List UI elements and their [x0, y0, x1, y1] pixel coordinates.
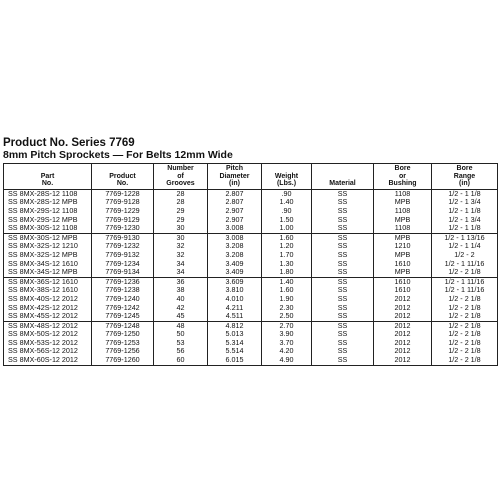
- cell-bore-range: 1/2 - 1 1/8: [432, 189, 498, 198]
- cell-part-no: SS 8MX-40S-12 2012: [4, 295, 92, 304]
- cell-bore-range: 1/2 - 2 1/8: [432, 347, 498, 356]
- cell-weight: 1.30: [262, 260, 312, 269]
- cell-grooves: 45: [154, 312, 208, 321]
- table-header: [4, 164, 498, 190]
- cell-material: SS: [312, 251, 374, 260]
- cell-bore-range: 1/2 - 1 11/16: [432, 277, 498, 286]
- cell-material: SS: [312, 330, 374, 339]
- cell-grooves: 30: [154, 224, 208, 233]
- header-line: Bore: [394, 165, 411, 172]
- cell-weight: .90: [262, 207, 312, 216]
- cell-bore-range: 1/2 - 2 1/8: [432, 304, 498, 313]
- cell-product-no: 7769-1228: [92, 189, 154, 198]
- table-row: [4, 356, 498, 365]
- cell-pitch-diameter: 4.211: [208, 304, 262, 313]
- cell-weight: 4.20: [262, 347, 312, 356]
- cell-bore: 2012: [374, 295, 432, 304]
- cell-bore: 2012: [374, 312, 432, 321]
- cell-material: SS: [312, 189, 374, 198]
- cell-weight: 1.60: [262, 286, 312, 295]
- table-body: [4, 189, 498, 365]
- table-row: [4, 198, 498, 207]
- cell-material: SS: [312, 347, 374, 356]
- cell-bore-range: 1/2 - 1 1/8: [432, 207, 498, 216]
- series-subtitle: 8mm Pitch Sprockets — For Belts 12mm Wide: [3, 149, 233, 161]
- cell-bore-range: 1/2 - 2 1/8: [432, 268, 498, 277]
- table-row: [4, 224, 498, 233]
- cell-pitch-diameter: 4.812: [208, 321, 262, 330]
- cell-grooves: 29: [154, 216, 208, 225]
- cell-part-no: SS 8MX-29S-12 1108: [4, 207, 92, 216]
- cell-pitch-diameter: 3.208: [208, 251, 262, 260]
- cell-material: SS: [312, 286, 374, 295]
- header-line: (in): [229, 180, 240, 188]
- cell-part-no: SS 8MX-30S-12 MPB: [4, 233, 92, 242]
- cell-weight: 3.90: [262, 330, 312, 339]
- cell-bore-range: 1/2 - 2 1/8: [432, 312, 498, 321]
- cell-product-no: 7769-1238: [92, 286, 154, 295]
- cell-bore: 2012: [374, 347, 432, 356]
- cell-bore-range: 1/2 - 1 1/8: [432, 224, 498, 233]
- cell-grooves: 28: [154, 189, 208, 198]
- cell-material: SS: [312, 260, 374, 269]
- cell-bore: MPB: [374, 251, 432, 260]
- cell-bore: 2012: [374, 339, 432, 348]
- cell-grooves: 38: [154, 286, 208, 295]
- header-line: Part: [40, 172, 55, 180]
- cell-bore: 2012: [374, 321, 432, 330]
- cell-product-no: 7769-1236: [92, 277, 154, 286]
- cell-weight: 1.70: [262, 251, 312, 260]
- cell-part-no: SS 8MX-50S-12 2012: [4, 330, 92, 339]
- cell-bore: 1108: [374, 207, 432, 216]
- cell-pitch-diameter: 3.208: [208, 242, 262, 251]
- cell-product-no: 7769-1245: [92, 312, 154, 321]
- cell-bore: 1210: [374, 242, 432, 251]
- cell-bore-range: 1/2 - 1 1/4: [432, 242, 498, 251]
- cell-material: SS: [312, 242, 374, 251]
- cell-pitch-diameter: 6.015: [208, 356, 262, 365]
- cell-product-no: 7769-1248: [92, 321, 154, 330]
- cell-product-no: 7769-1250: [92, 330, 154, 339]
- cell-part-no: SS 8MX-60S-12 2012: [4, 356, 92, 365]
- cell-material: SS: [312, 207, 374, 216]
- cell-grooves: 50: [154, 330, 208, 339]
- cell-pitch-diameter: 3.810: [208, 286, 262, 295]
- cell-part-no: SS 8MX-42S-12 2012: [4, 304, 92, 313]
- cell-part-no: SS 8MX-34S-12 1610: [4, 260, 92, 269]
- cell-weight: 2.50: [262, 312, 312, 321]
- cell-grooves: 34: [154, 268, 208, 277]
- cell-pitch-diameter: 4.511: [208, 312, 262, 321]
- cell-product-no: 7769-1253: [92, 339, 154, 348]
- cell-bore-range: 1/2 - 1 13/16: [432, 233, 498, 242]
- cell-part-no: SS 8MX-36S-12 1610: [4, 277, 92, 286]
- cell-product-no: 7769-1240: [92, 295, 154, 304]
- cell-material: SS: [312, 339, 374, 348]
- cell-material: SS: [312, 304, 374, 313]
- header-pitch-diameter: [208, 164, 262, 190]
- cell-weight: 1.90: [262, 295, 312, 304]
- sprocket-spec-table: [3, 163, 498, 366]
- cell-part-no: SS 8MX-34S-12 MPB: [4, 268, 92, 277]
- cell-product-no: 7769-9129: [92, 216, 154, 225]
- cell-material: SS: [312, 277, 374, 286]
- cell-material: SS: [312, 268, 374, 277]
- cell-product-no: 7769-1232: [92, 242, 154, 251]
- header-product-no: [92, 164, 154, 190]
- cell-pitch-diameter: 3.008: [208, 233, 262, 242]
- header-line: Product: [109, 172, 136, 180]
- cell-bore: MPB: [374, 198, 432, 207]
- cell-part-no: SS 8MX-48S-12 2012: [4, 321, 92, 330]
- cell-weight: 4.90: [262, 356, 312, 365]
- cell-weight: 1.60: [262, 233, 312, 242]
- cell-product-no: 7769-1229: [92, 207, 154, 216]
- cell-weight: 3.70: [262, 339, 312, 348]
- cell-grooves: 32: [154, 251, 208, 260]
- header-line: or: [399, 172, 406, 180]
- cell-grooves: 56: [154, 347, 208, 356]
- cell-pitch-diameter: 5.314: [208, 339, 262, 348]
- cell-grooves: 32: [154, 242, 208, 251]
- cell-pitch-diameter: 2.907: [208, 216, 262, 225]
- cell-grooves: 48: [154, 321, 208, 330]
- cell-product-no: 7769-1256: [92, 347, 154, 356]
- cell-weight: 1.40: [262, 198, 312, 207]
- cell-product-no: 7769-9132: [92, 251, 154, 260]
- cell-material: SS: [312, 312, 374, 321]
- cell-bore-range: 1/2 - 2 1/8: [432, 356, 498, 365]
- table-row: [4, 268, 498, 277]
- cell-pitch-diameter: 3.609: [208, 277, 262, 286]
- cell-grooves: 34: [154, 260, 208, 269]
- cell-bore-range: 1/2 - 2: [432, 251, 498, 260]
- cell-bore: MPB: [374, 216, 432, 225]
- cell-grooves: 36: [154, 277, 208, 286]
- cell-weight: 1.40: [262, 277, 312, 286]
- header-line: No.: [41, 180, 54, 188]
- cell-pitch-diameter: 2.907: [208, 207, 262, 216]
- cell-material: SS: [312, 356, 374, 365]
- cell-pitch-diameter: 2.807: [208, 189, 262, 198]
- cell-part-no: SS 8MX-29S-12 MPB: [4, 216, 92, 225]
- header-line: (Lbs.): [276, 180, 297, 188]
- header-bore-bushing: [374, 164, 432, 190]
- cell-part-no: SS 8MX-53S-12 2012: [4, 339, 92, 348]
- header-line: No.: [116, 180, 129, 188]
- header-line: Bushing: [388, 180, 417, 188]
- cell-weight: 1.80: [262, 268, 312, 277]
- cell-bore: 2012: [374, 304, 432, 313]
- product-document: [3, 137, 497, 366]
- header-line: Weight: [274, 172, 299, 180]
- cell-product-no: 7769-1260: [92, 356, 154, 365]
- header-line: Bore: [456, 165, 473, 172]
- cell-bore: MPB: [374, 268, 432, 277]
- cell-product-no: 7769-1230: [92, 224, 154, 233]
- cell-part-no: SS 8MX-45S-12 2012: [4, 312, 92, 321]
- header-bore-range: [432, 164, 498, 190]
- cell-grooves: 60: [154, 356, 208, 365]
- cell-bore-range: 1/2 - 2 1/8: [432, 339, 498, 348]
- cell-material: SS: [312, 198, 374, 207]
- cell-part-no: SS 8MX-30S-12 1108: [4, 224, 92, 233]
- table-row: [4, 312, 498, 321]
- header-line: Material: [329, 180, 356, 188]
- cell-material: SS: [312, 321, 374, 330]
- cell-bore-range: 1/2 - 2 1/8: [432, 321, 498, 330]
- cell-weight: 1.50: [262, 216, 312, 225]
- cell-bore: MPB: [374, 233, 432, 242]
- cell-weight: .90: [262, 189, 312, 198]
- cell-product-no: 7769-9128: [92, 198, 154, 207]
- cell-pitch-diameter: 3.409: [208, 268, 262, 277]
- cell-bore: 1108: [374, 189, 432, 198]
- cell-material: SS: [312, 216, 374, 225]
- cell-grooves: 42: [154, 304, 208, 313]
- header-line: (in): [459, 180, 470, 188]
- cell-product-no: 7769-9134: [92, 268, 154, 277]
- cell-material: SS: [312, 224, 374, 233]
- table-row: [4, 216, 498, 225]
- cell-grooves: 53: [154, 339, 208, 348]
- cell-part-no: SS 8MX-28S-12 MPB: [4, 198, 92, 207]
- header-line: of: [177, 172, 184, 180]
- cell-bore: 2012: [374, 330, 432, 339]
- cell-pitch-diameter: 5.514: [208, 347, 262, 356]
- cell-grooves: 28: [154, 198, 208, 207]
- cell-weight: 1.20: [262, 242, 312, 251]
- header-material: [312, 164, 374, 190]
- cell-product-no: 7769-1242: [92, 304, 154, 313]
- cell-product-no: 7769-1234: [92, 260, 154, 269]
- cell-bore: 1610: [374, 286, 432, 295]
- cell-bore-range: 1/2 - 1 11/16: [432, 260, 498, 269]
- cell-bore-range: 1/2 - 1 3/4: [432, 216, 498, 225]
- cell-pitch-diameter: 2.807: [208, 198, 262, 207]
- cell-weight: 1.00: [262, 224, 312, 233]
- header-line: Range: [453, 172, 476, 180]
- cell-pitch-diameter: 3.008: [208, 224, 262, 233]
- cell-part-no: SS 8MX-28S-12 1108: [4, 189, 92, 198]
- cell-part-no: SS 8MX-56S-12 2012: [4, 347, 92, 356]
- header-part-no: [4, 164, 92, 190]
- header-line: Diameter: [219, 172, 250, 180]
- cell-bore-range: 1/2 - 2 1/8: [432, 330, 498, 339]
- cell-bore-range: 1/2 - 2 1/8: [432, 295, 498, 304]
- cell-part-no: SS 8MX-38S-12 1610: [4, 286, 92, 295]
- cell-pitch-diameter: 4.010: [208, 295, 262, 304]
- cell-part-no: SS 8MX-32S-12 MPB: [4, 251, 92, 260]
- cell-grooves: 30: [154, 233, 208, 242]
- cell-weight: 2.70: [262, 321, 312, 330]
- cell-bore: 2012: [374, 356, 432, 365]
- header-line: Pitch: [225, 165, 244, 172]
- header-weight: [262, 164, 312, 190]
- header-line: Number: [167, 165, 194, 172]
- cell-pitch-diameter: 3.409: [208, 260, 262, 269]
- series-title: Product No. Series 7769: [3, 137, 135, 149]
- cell-grooves: 29: [154, 207, 208, 216]
- cell-material: SS: [312, 233, 374, 242]
- cell-weight: 2.30: [262, 304, 312, 313]
- cell-material: SS: [312, 295, 374, 304]
- cell-product-no: 7769-9130: [92, 233, 154, 242]
- cell-bore: 1610: [374, 277, 432, 286]
- header-line: Grooves: [166, 180, 195, 188]
- cell-grooves: 40: [154, 295, 208, 304]
- cell-bore-range: 1/2 - 1 11/16: [432, 286, 498, 295]
- cell-pitch-diameter: 5.013: [208, 330, 262, 339]
- cell-bore-range: 1/2 - 1 3/4: [432, 198, 498, 207]
- header-grooves: [154, 164, 208, 190]
- cell-part-no: SS 8MX-32S-12 1210: [4, 242, 92, 251]
- cell-bore: 1610: [374, 260, 432, 269]
- cell-bore: 1108: [374, 224, 432, 233]
